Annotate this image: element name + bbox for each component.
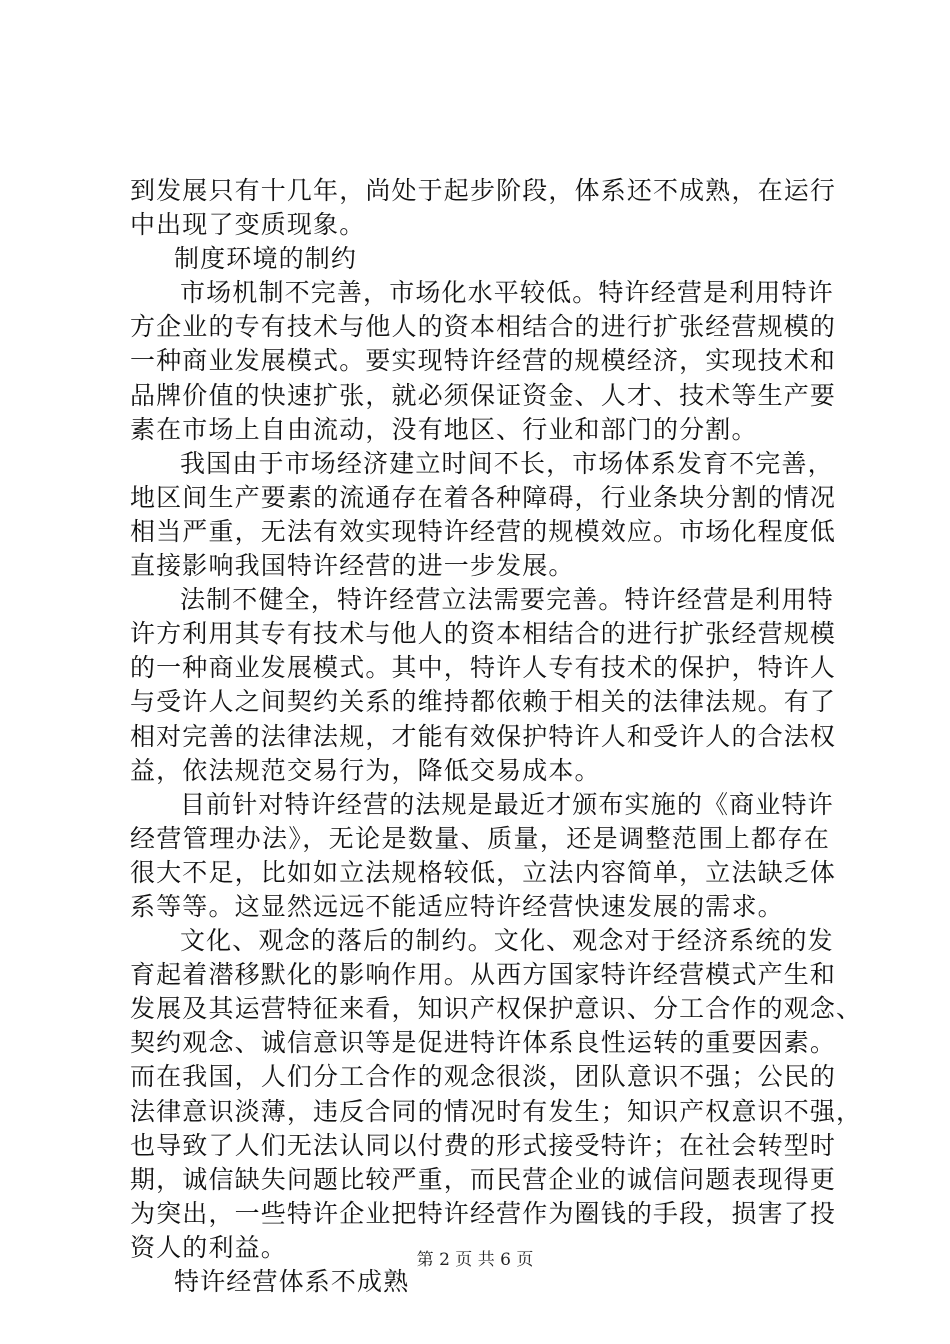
text-line: 直接影响我国特许经营的进一步发展。 [130,551,575,581]
text-line: 也导致了人们无法认同以付费的形式接受特许；在社会转型时 [130,1130,837,1160]
text-line: 法律意识淡薄，违反合同的情况时有发生；知识产权意识不强， [130,1096,863,1126]
text-line: 资人的利益。 [130,1232,287,1262]
text-line: 相对完善的法律法规，才能有效保护特许人和受许人的合法权 [130,721,837,751]
text-line: 发展及其运营特征来看，知识产权保护意识、分工合作的观念、 [130,994,863,1024]
text-line: 市场机制不完善，市场化水平较低。特许经营是利用特许 [180,278,834,308]
text-line: 文化、观念的落后的制约。文化、观念对于经济系统的发 [180,926,834,956]
text-line: 品牌价值的快速扩张，就必须保证资金、人才、技术等生产要 [130,380,837,410]
text-line: 素在市场上自由流动，没有地区、行业和部门的分割。 [130,414,758,444]
document-body [130,174,863,1299]
text-line: 契约观念、诚信意识等是促进特许体系良性运转的重要因素。 [130,1028,837,1058]
text-line: 经营管理办法》，无论是数量、质量，还是调整范围上都存在 [130,823,830,853]
text-line: 期，诚信缺失问题比较严重，而民营企业的诚信问题表现得更 [130,1164,837,1194]
text-line: 中出现了变质现象。 [130,210,366,240]
section-heading: 制度环境的制约 [174,244,358,274]
text-line: 育起着潜移默化的影响作用。从西方国家特许经营模式产生和 [130,960,837,990]
text-line: 而在我国，人们分工合作的观念很淡，团队意识不强；公民的 [130,1062,837,1092]
text-line: 许方利用其专有技术与他人的资本相结合的进行扩张经营规模 [130,619,837,649]
text-line: 与受许人之间契约关系的维持都依赖于相关的法律法规。有了 [130,687,837,717]
text-line: 为突出，一些特许企业把特许经营作为圈钱的手段，损害了投 [130,1198,837,1228]
text-line: 一种商业发展模式。要实现特许经营的规模经济，实现技术和 [130,346,837,376]
text-line: 地区间生产要素的流通存在着各种障碍，行业条块分割的情况 [130,482,837,512]
page-footer: 第 2 页 共 6 页 [416,1250,534,1270]
text-line: 很大不足，比如如立法规格较低，立法内容简单，立法缺乏体 [130,857,837,887]
text-line: 益，依法规范交易行为，降低交易成本。 [130,755,601,785]
text-line: 目前针对特许经营的法规是最近才颁布实施的《商业特许 [180,789,834,819]
text-line: 法制不健全，特许经营立法需要完善。特许经营是利用特 [180,585,834,615]
text-line: 到发展只有十几年，尚处于起步阶段，体系还不成熟，在运行 [130,176,837,205]
text-line: 的一种商业发展模式。其中，特许人专有技术的保护，特许人 [130,653,837,683]
section-heading: 特许经营体系不成熟 [174,1267,410,1296]
text-line: 我国由于市场经济建立时间不长，市场体系发育不完善， [180,448,834,478]
text-line: 相当严重，无法有效实现特许经营的规模效应。市场化程度低 [130,516,837,546]
text-line: 系等等。这显然远远不能适应特许经营快速发展的需求。 [130,891,784,921]
text-line: 方企业的专有技术与他人的资本相结合的进行扩张经营规模的 [130,312,837,342]
